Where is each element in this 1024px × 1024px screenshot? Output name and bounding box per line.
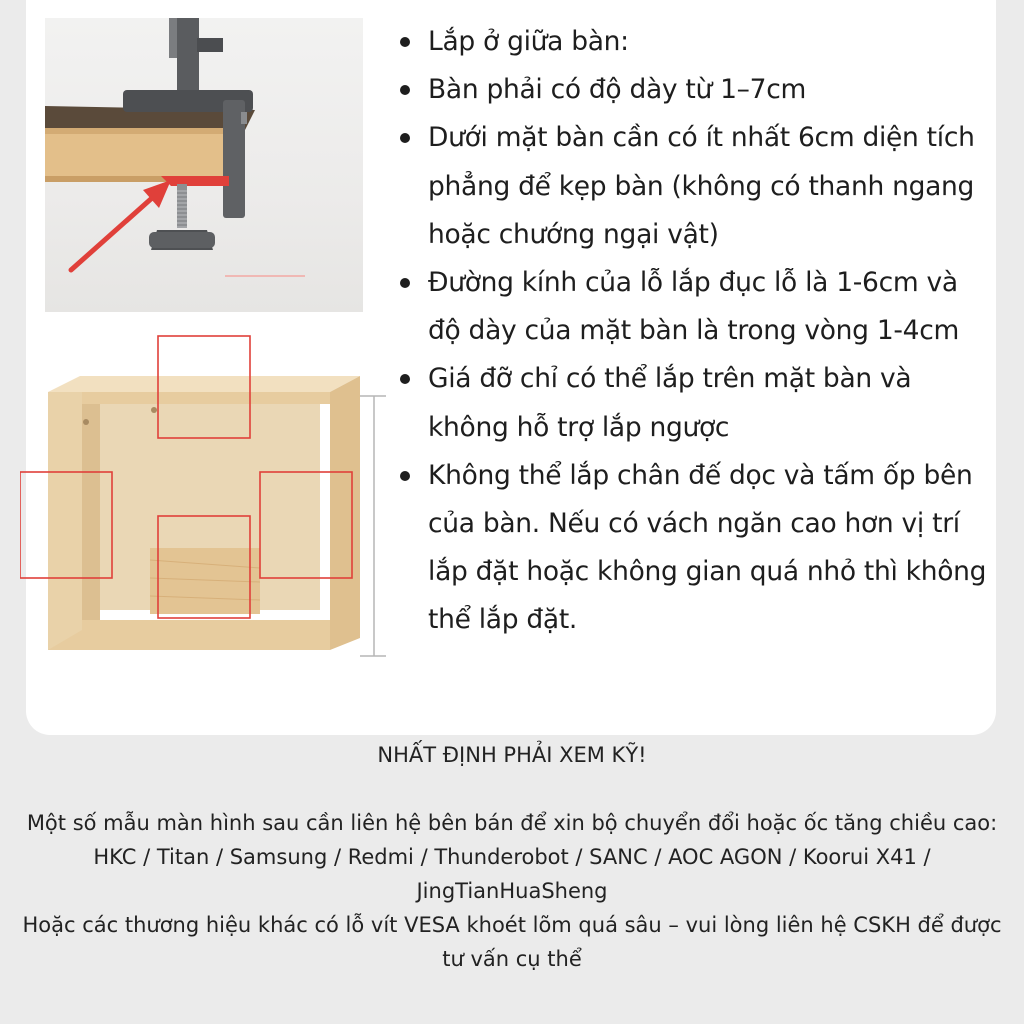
list-item [398, 114, 990, 259]
notice-section [0, 738, 1024, 976]
list-item-text: Bàn phải có độ dày từ 1–7cm [428, 74, 806, 106]
list-item-text: Đường kính của lỗ lắp đục lỗ là 1-6cm và độ dày của mặt bàn là trong vòng 1-4cm [428, 267, 959, 347]
list-item [398, 452, 990, 645]
list-item-text: Giá đỡ chỉ có thể lắp trên mặt bàn và không hỗ trợ lắp ngược [428, 363, 912, 443]
notice-contact: Hoặc các thương hiệu khác có lỗ vít VESA khoét lõm quá sâu – vui lòng liên hệ CSKH để được tư vấn cụ thể [22, 913, 1002, 971]
list-item [398, 259, 990, 355]
bullet-dot-icon [400, 85, 410, 95]
bullet-dot-icon [400, 374, 410, 384]
bullet-dot-icon [400, 133, 410, 143]
list-item [398, 18, 990, 66]
clamp-photo [45, 18, 363, 312]
bullet-dot-icon [400, 278, 410, 288]
list-item [398, 355, 990, 451]
list-item-text: Không thể lắp chân đế dọc và tấm ốp bên của bàn. Nếu có vách ngăn cao hơn vị trí lắp đặt hoặc không gian quá nhỏ thì không thể lắp đặt. [428, 459, 987, 636]
list-item-text: Lắp ở giữa bàn: [428, 26, 629, 57]
requirements-list [398, 18, 990, 645]
bullet-dot-icon [400, 471, 410, 481]
notice-heading: NHẤT ĐỊNH PHẢI XEM KỸ! [377, 743, 647, 767]
list-item [398, 66, 990, 114]
list-item-text: Dưới mặt bàn cần có ít nhất 6cm diện tích phẳng để kẹp bàn (không có thanh ngang hoặc chướng ngại vật) [428, 122, 975, 250]
desk-box-illustration [20, 330, 400, 670]
bullet-dot-icon [400, 37, 410, 47]
notice-intro: Một số mẫu màn hình sau cần liên hệ bên bán để xin bộ chuyển đổi hoặc ốc tăng chiều cao: [26, 811, 998, 835]
wooden-box-diagram [20, 330, 400, 670]
notice-brands: HKC / Titan / Samsung / Redmi / Thunderobot / SANC / AOC AGON / Koorui X41 / JingTianHuaSheng [93, 845, 931, 903]
clamp-illustration [45, 18, 363, 312]
